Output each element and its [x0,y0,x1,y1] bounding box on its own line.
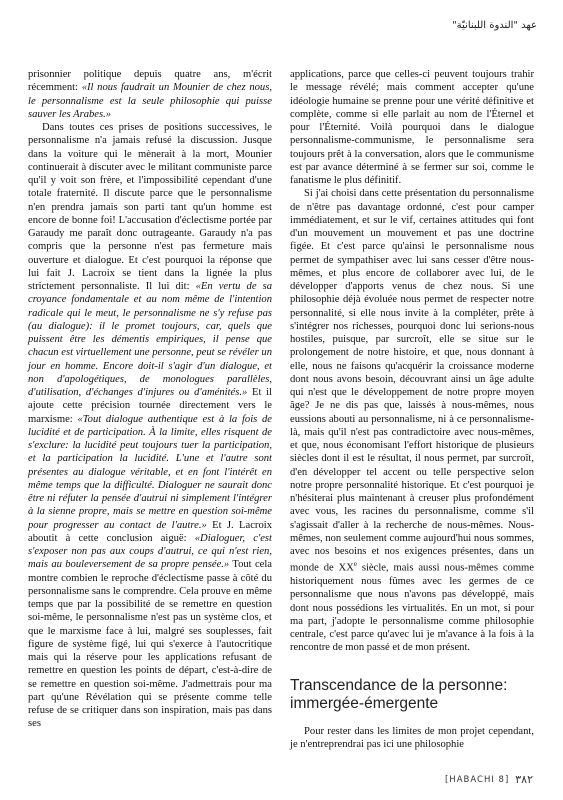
quote: «Dialoguer, c'est s'exposer non pas aux coups d'autrui, ce qui n'est rien, mais au bouleversement de sa propre pensée.» [28,532,272,571]
quote: «Tout dialogue authentique est à la fois de lucidité et de participation. À la limite, elles risquent de s'exclure: la lucidité peut toujours tuer la participation, et la participation la lucidité. L'une et l'autre sont présentes au dialogue véritable, et en font l'intérêt en même temps que la difficulté. Dialoguer ne saurait donc être ni réfuter la pensée d'autrui ni simplement l'intégrer à la sienne propre, mais se mettre en question soi-même pour progresser au contact de l'autre.» [28,413,272,531]
footer-label: [HABACHI 8] [444,774,510,785]
paragraph: Si j'ai choisi dans cette présentation du personnalisme de n'être pas davantage ordonné, c'est pour camper immédiatement, et sur le vif, certaines attitudes qui font d'un mouvement un mouvement et pas une doctrine figée. Et c'est parce qu'ainsi le personnalisme nous permet de sympathiser avec lui sans cesser d'être nous-mêmes, et plus encore de collaborer avec lui, de le développer d'apports venus de chez nous. Si une philosophie déjà évoluée nous permet de respecter notre personnalité, si elle nous invite à la compléter, prête à s'intégrer nos richesses, pourquoi donc lui serions-nous hostiles, puisque, par surcroît, elle se situe sur le prolongement de notre histoire, et que, nous donnant à elle, nous ne faisons qu'acquérir la croissance moderne dont nous avons besoin, découvrant ainsi un âge adulte qui n'est que le développement de notre propre moyen âge? Je ne dis pas que, laissés à nous-mêmes, nous eussions abouti au personnalisme, ni à ce personnalisme-là, mais qu'il n'est pas contradictoire avec nous-mêmes, et que, nous économisant l'effort historique de plusieurs siècles dont il est le résultat, il nous permet, par surcroît, d'en développer tel accent ou telle perspective selon notre propre personnalité historique. Et c'est pourquoi je n'hésiterai plus maintenant à creuser plus profondément avec vous, les racines du personnalisme, comme s'il s'agissait d'aller à la recherche de nous-mêmes. Nous-mêmes, non seulement comme aujourd'hui nous sommes, avec nos besoins et nos exigences présentes, dans un monde de XXe siècle, mais aussi nous-mêmes comme historiquement nous fûmes avec les germes de ce personnalisme que nous n'avons pas développé, mais dont nous possédions les virtualités. En un mot, si pour ma part, j'adopte le personnalisme comme philosophie centrale, c'est parce qu'avec lui je m'avance à la fois à la rencontre de mon passé et de mon présent. [290,188,534,654]
left-column [28,68,272,731]
paragraph: Dans toutes ces prises de positions successives, le personnalisme n'a jamais refusé la discussion. Jusque dans la voiture qui le mènerait à la mort, Mounier continuerait à discuter avec le militant communiste parce qu'il y voit son frère, et l'impossibilité cependant d'une totale fraternité. Il discute parce que le personnalisme n'en prendra jamais son parti tant qu'un homme est encore de bonne foi! L'accusation d'éclectisme portée par Garaudy me paraît donc outrageante. Garaudy n'a pas compris que la personne n'est pas fermeture mais ouverture et dialogue. Et c'est pourquoi la réponse que lui fait J. Lacroix se tient dans la lignée la plus strictement personnaliste. Il lui dit: «En vertu de sa croyance fondamentale et au nom même de l'intention radicale qui le meut, le personnalisme ne s'y refuse pas (au dialogue): il le promet toujours, car, quels que puissent être les démentis empiriques, il pense que chacun est virtuellement une personne, peut se révéler un jour en homme. Encore doit-il s'agir d'un dialogue, et non d'apologétiques, de monologues parallèles, d'utilisation, d'échanges d'injures ou d'aménités.» Et il ajoute cette précision tournée directement vers le marxisme: «Tout dialogue authentique est à la fois de lucidité et de participation. À la limite, elles risquent de s'exclure: la lucidité peut toujours tuer la participation, et la participation la lucidité. L'une et l'autre sont présentes au dialogue véritable, et en font l'intérêt en même temps que la difficulté. Dialoguer ne saurait donc être ni réfuter la pensée d'autrui ni simplement l'intégrer à la sienne propre, mais se mettre en question soi-même pour progresser au contact de l'autre.» Et J. Lacroix aboutit à cette conclusion aiguë: «Dialoguer, c'est s'exposer non pas aux coups d'autrui, ce qui n'est rien, mais au bouleversement de sa propre pensée.» Tout cela montre combien le reproche d'éclectisme passe à côté du personnalisme sans le comprendre. Cela prouve en même temps que par la possibilité de se remettre en question soi-même, le personnalisme n'est pas un système clos, et que le marxisme face à lui, malgré ses souplesses, fait figure de système figé, lui qui s'exerce à l'autocritique mais qui la réserve pour les applications refusant de remettre en question les points de départ, c'est-à-dire de se remettre en question soi-même. J'admettrais pour ma part qu'une Révélation qui se présente comme telle refuse de se critiquer dans son inspiration, mais pas dans ses [28,122,272,730]
section-title: Transcendance de la personne: immergée-émergente [290,676,508,712]
page-number: ٣٨٢ [515,773,533,786]
right-column [290,68,534,751]
paragraph: applications, parce que celles-ci peuvent toujours trahir le message révélé; mais comment accepter qu'une idéologie humaine se prenne pour une vérité définitive et complète, comme si elle parlait au nom de l'Éternel et pour l'Éternité. Voilà pourquoi dans le dialogue personnalisme-communisme, le personnalisme sera toujours prêt à la conversation, alors que le communisme est par avance déterminé à se fermer sur soi, comme le fanatisme le plus définitif. [290,69,534,186]
paragraph: Pour rester dans les limites de mon projet cependant, je n'entreprendrai pas ici une philosophie [290,725,534,750]
page-footer [445,773,533,786]
quote: «En vertu de sa croyance fondamentale et au nom même de l'intention radicale qui le meut, le personnalisme ne s'y refuse pas (au dialogue): il le promet toujours, car, quels que puissent être les démentis empiriques, il pense que chacun est virtuellement une personne, peut se révéler un jour en homme. Encore doit-il s'agir d'un dialogue, et non d'apologétiques, de monologues parallèles, d'utilisation, d'échanges d'injures ou d'aménités.» [28,281,272,398]
quote: «Il nous faudrait un Mounier de chez nous, le personnalisme est la seule philosophie qui puisse sauver les Arabes.» [28,82,272,120]
journal-header: عهد "الندوة اللبنانيّة" [452,20,537,31]
paragraph: prisonnier politique depuis quatre ans, m'écrit récemment: «Il nous faudrait un Mounier de chez nous, le personnalisme est la seule philosophie qui puisse sauver les Arabes.» [28,69,272,120]
